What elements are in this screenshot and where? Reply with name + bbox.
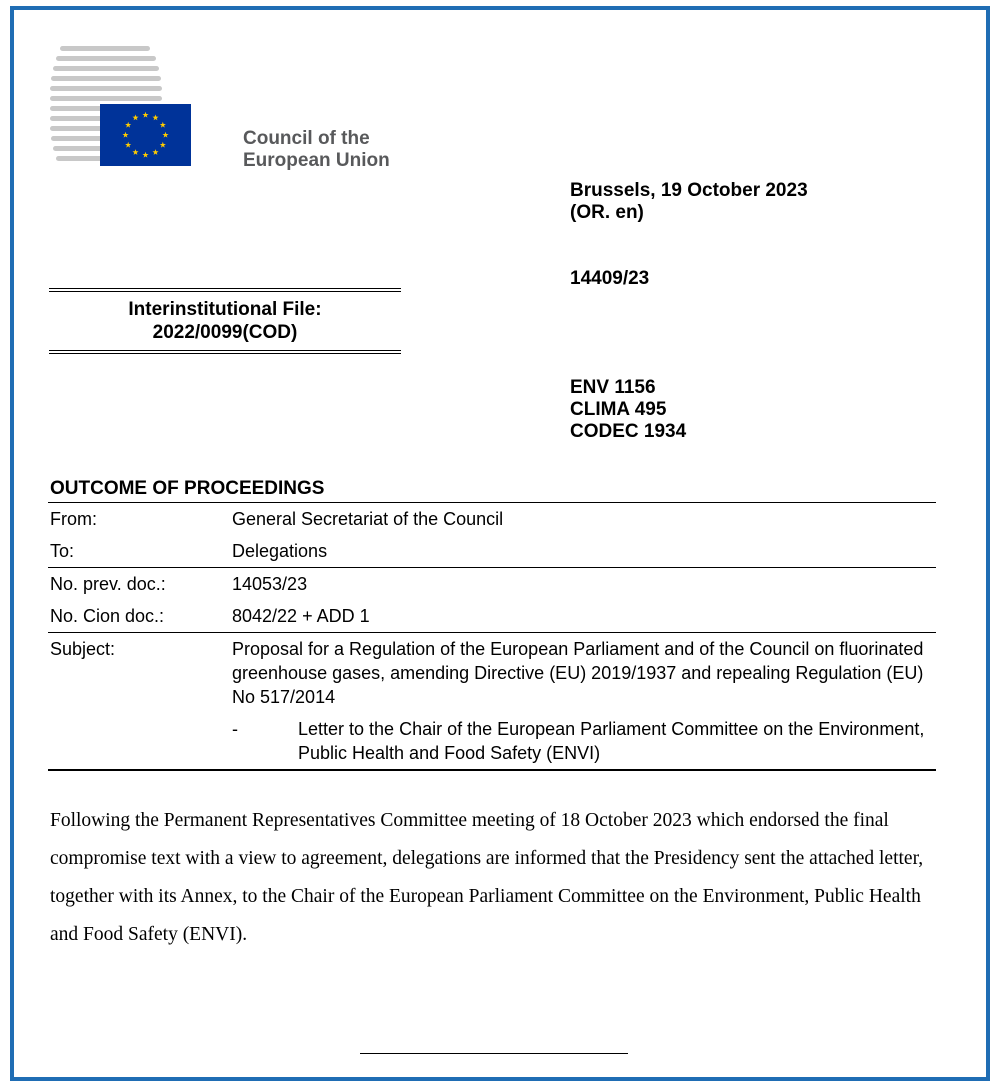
classification-codes (570, 377, 686, 443)
meta-value: Delegations (232, 541, 328, 561)
metadata-table (48, 502, 936, 771)
meta-label: No. prev. doc.: (50, 574, 166, 594)
meta-row-cion-doc (48, 600, 936, 632)
meta-label: From: (50, 509, 97, 529)
meta-value: 8042/22 + ADD 1 (232, 606, 370, 626)
council-logo (50, 38, 410, 178)
meta-label: Subject: (50, 639, 116, 659)
document-number: 14409/23 (570, 268, 650, 289)
footer-rule (360, 1053, 628, 1054)
document-frame (10, 6, 990, 1081)
meta-row-from (48, 503, 936, 535)
subject-sub-item (48, 717, 936, 769)
place-date-block (570, 180, 808, 224)
subject-text: Proposal for a Regulation of the European Parliament and of the Council on fluorinated greenhouse gases, amending Directive (EU) 2019/1937 and repealing Regulation (EU) No 517/2014 (232, 639, 924, 707)
meta-label: No. Cion doc.: (50, 606, 165, 626)
org-name-line1: Council of the (243, 128, 370, 149)
meta-value: 14053/23 (232, 574, 308, 594)
organization-name (243, 128, 390, 172)
bullet-dash: - (232, 719, 238, 739)
interinstitutional-file-number: 2022/0099(COD) (152, 322, 298, 343)
org-name-line2: European Union (243, 150, 390, 171)
original-language: (OR. en) (570, 202, 644, 223)
classification-code: CODEC 1934 (570, 421, 687, 442)
council-building-logo-icon (50, 38, 230, 178)
meta-value: General Secretariat of the Council (232, 509, 504, 529)
body-paragraph: Following the Permanent Representatives Committee meeting of 18 October 2023 which endorsed the final compromise text with a view to agreement, delegations are informed that the Presidency sent the attached letter, together with its Annex, to the Chair of the European Parliament Committee on the Environment, Public Health and Food Safety (ENVI). (50, 810, 924, 945)
meta-row-prev-doc (48, 568, 936, 600)
interinstitutional-file-label: Interinstitutional File: (128, 299, 322, 320)
meta-row-to (48, 535, 936, 567)
section-title: OUTCOME OF PROCEEDINGS (50, 478, 325, 499)
meta-row-subject (48, 633, 936, 769)
interinstitutional-file-box (49, 288, 401, 354)
meta-label: To: (50, 541, 75, 561)
classification-code: CLIMA 495 (570, 399, 667, 420)
classification-code: ENV 1156 (570, 377, 656, 398)
place-date: Brussels, 19 October 2023 (570, 180, 808, 201)
subject-sub-item-text: Letter to the Chair of the European Parliament Committee on the Environment, Public Health and Food Safety (ENVI) (298, 719, 925, 763)
